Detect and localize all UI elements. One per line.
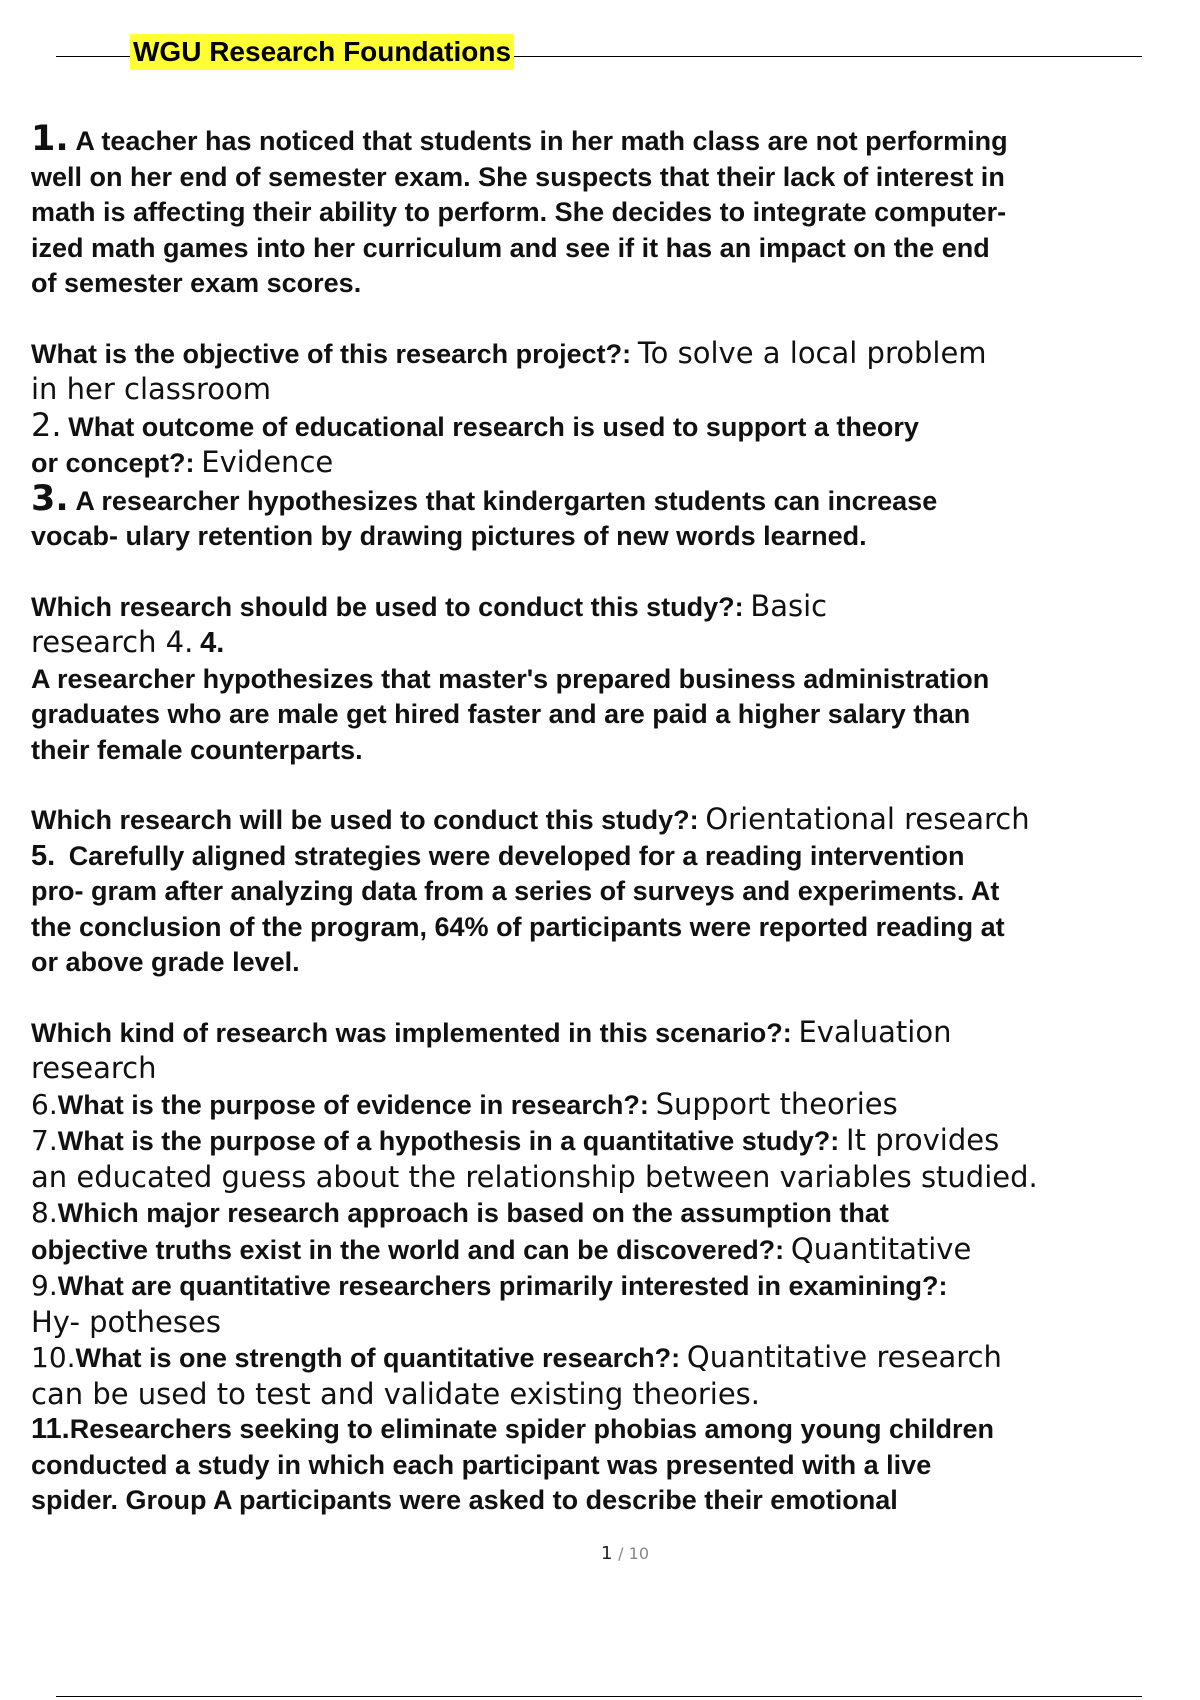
q5-prompt-line: pro- gram after analyzing data from a series of surveys and experiments. At bbox=[31, 876, 1000, 906]
q2-question-cont: or concept?: Evidence bbox=[31, 445, 334, 479]
q3-question: Which research should be used to conduct this study?: Basic bbox=[31, 588, 828, 623]
q5-prompt-line: the conclusion of the program, 64% of participants were reported reading at bbox=[31, 911, 1005, 942]
q11-number: 11. bbox=[31, 1413, 70, 1445]
q1-prompt-line: of semester exam scores. bbox=[31, 268, 362, 298]
q3-answer: Basic bbox=[750, 588, 828, 623]
q6-question: 6.What is the purpose of evidence in research?: Support theories bbox=[31, 1086, 898, 1121]
q1-answer-cont: in her classroom bbox=[31, 372, 272, 406]
q4-prompt-line: A researcher hypothesizes that master's prepared business administration bbox=[31, 663, 990, 694]
q4-answer: Orientational research bbox=[705, 802, 1030, 836]
q5-prompt-line: 5. Carefully aligned strategies were developed for a reading intervention bbox=[31, 839, 965, 872]
q10-answer-cont: can be used to test and validate existing theories. bbox=[31, 1376, 760, 1411]
q8-question-cont: objective truths exist in the world and can be discovered?: Quantitative bbox=[31, 1231, 972, 1266]
q1-answer: To solve a local problem bbox=[637, 335, 987, 370]
q3-prompt-line: vocab- ulary retention by drawing pictures of new words learned. bbox=[31, 521, 867, 551]
q1-prompt-line: ized math games into her curriculum and see if it has an impact on the end bbox=[31, 232, 990, 263]
document-body bbox=[31, 119, 1200, 1519]
q9-question: 9.What are quantitative researchers primarily interested in examining?: bbox=[31, 1269, 948, 1302]
q4-question: Which research will be used to conduct this study?: Orientational research bbox=[31, 802, 1030, 836]
q7-question: 7.What is the purpose of a hypothesis in a quantitative study?: It provides bbox=[31, 1123, 1000, 1157]
q10-number: 10. bbox=[31, 1341, 76, 1374]
q5-prompt-line: or above grade level. bbox=[31, 947, 300, 977]
q1-prompt-line: math is affecting their ability to perform. She decides to integrate computer- bbox=[31, 197, 1007, 227]
page-total: / 10 bbox=[618, 1544, 650, 1563]
page-title: WGU Research Foundations bbox=[130, 34, 514, 70]
q7-number: 7. bbox=[31, 1124, 58, 1157]
q11-prompt-line: 11.Researchers seeking to eliminate spider phobias among young children bbox=[31, 1413, 994, 1445]
q2-question: 2. What outcome of educational research is used to support a theory bbox=[31, 405, 919, 444]
q7-answer: It provides bbox=[846, 1123, 1000, 1157]
q3-answer-cont: research 4. 4. bbox=[31, 625, 225, 659]
q1-prompt-line: 1. A teacher has noticed that students in her math class are not performing bbox=[31, 119, 1008, 159]
q8-number: 8. bbox=[31, 1196, 58, 1229]
q1-number: 1. bbox=[31, 119, 69, 159]
q3-number: 3. bbox=[31, 478, 69, 519]
page-number bbox=[0, 1543, 1200, 1564]
q11-prompt-line: spider. Group A participants were asked to describe their emotional bbox=[31, 1485, 898, 1515]
q4-number: 4. bbox=[200, 627, 225, 659]
q4-prompt-line: graduates who are male get hired faster and are paid a higher salary than bbox=[31, 699, 971, 729]
q1-question: What is the objective of this research project?: To solve a local problem bbox=[31, 335, 987, 370]
q10-question: 10.What is one strength of quantitative research?: Quantitative research bbox=[31, 1340, 1002, 1374]
q4-prompt-line: their female counterparts. bbox=[31, 734, 363, 765]
q5-question: Which kind of research was implemented in this scenario?: Evaluation bbox=[31, 1014, 952, 1049]
q5-answer-cont: research bbox=[31, 1051, 157, 1085]
q8-question: 8.Which major research approach is based on the assumption that bbox=[31, 1196, 889, 1229]
q7-answer-cont: an educated guess about the relationship between variables studied. bbox=[31, 1159, 1038, 1194]
q1-prompt-line: well on her end of semester exam. She suspects that their lack of interest in bbox=[31, 161, 1005, 192]
q6-answer: Support theories bbox=[655, 1086, 898, 1121]
q2-answer: Evidence bbox=[201, 445, 334, 479]
q10-answer: Quantitative research bbox=[686, 1340, 1002, 1374]
q11-prompt-line: conducted a study in which each participant was presented with a live bbox=[31, 1449, 932, 1480]
q8-answer: Quantitative bbox=[790, 1231, 972, 1266]
q2-number: 2. bbox=[31, 405, 62, 444]
page-current: 1 bbox=[600, 1543, 613, 1564]
q5-answer: Evaluation bbox=[798, 1014, 952, 1049]
q6-number: 6. bbox=[31, 1087, 58, 1121]
footer-rule bbox=[56, 1696, 1142, 1697]
q5-number: 5. bbox=[31, 839, 56, 872]
q3-prompt-line: 3. A researcher hypothesizes that kindergarten students can increase bbox=[31, 478, 938, 519]
q9-number: 9. bbox=[31, 1269, 58, 1302]
q9-answer: Hy- potheses bbox=[31, 1304, 221, 1339]
